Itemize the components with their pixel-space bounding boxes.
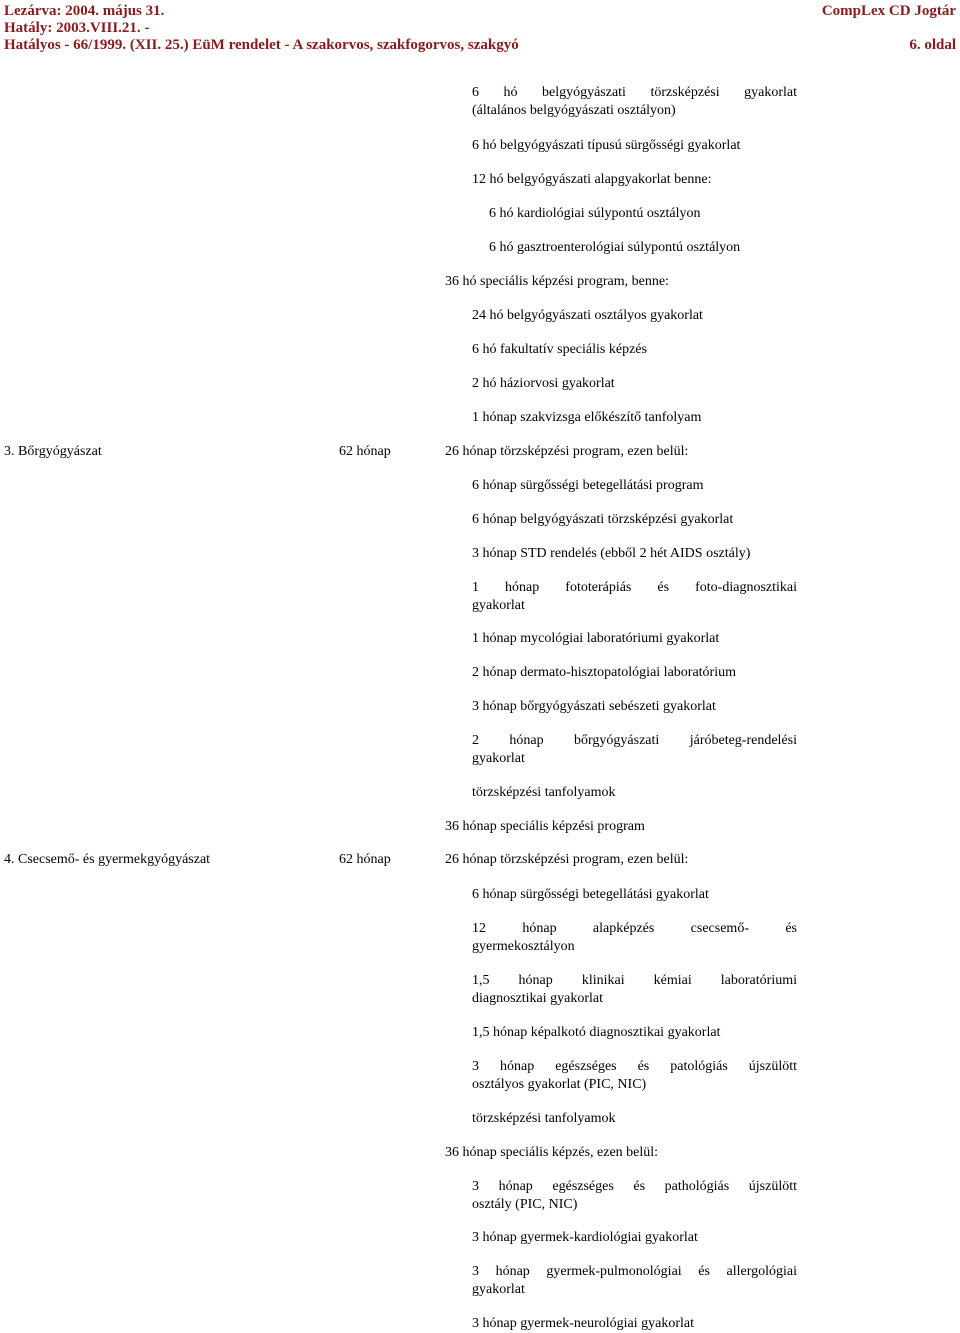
training-duration: 62 hónap — [339, 852, 391, 867]
list-item: 6 hó belgyógyászati törzsképzési gyakorlat — [472, 85, 797, 100]
list-item: 36 hónap speciális képzési program — [445, 819, 645, 834]
list-item: 2 hónap bőrgyógyászati járóbeteg-rendelési — [472, 733, 797, 748]
page-header — [0, 0, 960, 56]
list-item: 24 hó belgyógyászati osztályos gyakorlat — [472, 308, 703, 323]
list-item: 1 hónap szakvizsga előkészítő tanfolyam — [472, 410, 702, 425]
list-item: 3 hónap egészséges és patológiás újszülött — [472, 1059, 797, 1074]
effective-date: Hatály: 2003.VIII.21. - — [4, 20, 150, 36]
list-item: 3 hónap gyermek-pulmonológiai és allergológiai — [472, 1264, 797, 1279]
list-item: 2 hó háziorvosi gyakorlat — [472, 376, 615, 391]
list-item: 6 hónap belgyógyászati törzsképzési gyakorlat — [472, 512, 734, 527]
list-item: 3 hónap STD rendelés (ebből 2 hét AIDS osztály) — [472, 546, 751, 561]
list-item: 26 hónap törzsképzési program, ezen belül: — [445, 852, 689, 867]
list-item: 6 hónap sürgősségi betegellátási program — [472, 478, 704, 493]
list-item: 1 hónap fototerápiás és foto-diagnosztikai — [472, 580, 797, 595]
list-item: gyermekosztályon — [472, 939, 575, 954]
closed-date: Lezárva: 2004. május 31. — [4, 3, 165, 19]
page-number: 6. oldal — [909, 37, 956, 53]
list-item: 12 hó belgyógyászati alapgyakorlat benne: — [472, 172, 712, 187]
list-item: 2 hónap dermato-hisztopatológiai laboratórium — [472, 665, 736, 680]
publisher-name: CompLex CD Jogtár — [821, 3, 956, 19]
list-item: 36 hónap speciális képzés, ezen belül: — [445, 1145, 659, 1160]
list-item: 26 hónap törzsképzési program, ezen belül: — [445, 444, 689, 459]
list-item: 3 hónap egészséges és pathológiás újszülött — [472, 1179, 797, 1194]
list-item: (általános belgyógyászati osztályon) — [472, 103, 676, 118]
list-item: 6 hó fakultatív speciális képzés — [472, 342, 647, 357]
list-item: törzsképzési tanfolyamok — [472, 785, 616, 800]
list-item: gyakorlat — [472, 1282, 525, 1297]
list-item: 3 hónap gyermek-neurológiai gyakorlat — [472, 1316, 694, 1331]
list-item: diagnosztikai gyakorlat — [472, 991, 604, 1006]
list-item: törzsképzési tanfolyamok — [472, 1111, 616, 1126]
document-title: Hatályos - 66/1999. (XII. 25.) EüM rendelet - A szakorvos, szakfogorvos, szakgyó — [4, 37, 519, 53]
specialty-name: 4. Csecsemő- és gyermekgyógyászat — [4, 852, 211, 867]
list-item: 36 hó speciális képzési program, benne: — [445, 274, 669, 289]
list-item: 6 hónap sürgősségi betegellátási gyakorlat — [472, 887, 709, 902]
list-item: 1,5 hónap klinikai kémiai laboratóriumi — [472, 973, 797, 988]
list-item: gyakorlat — [472, 598, 525, 613]
specialty-name: 3. Bőrgyógyászat — [4, 444, 102, 459]
list-item: 6 hó kardiológiai súlypontú osztályon — [489, 206, 701, 221]
list-item: 12 hónap alapképzés csecsemő- és — [472, 921, 797, 936]
list-item: 3 hónap gyermek-kardiológiai gyakorlat — [472, 1230, 698, 1245]
list-item: gyakorlat — [472, 751, 525, 766]
list-item: 3 hónap bőrgyógyászati sebészeti gyakorlat — [472, 699, 716, 714]
list-item: osztály (PIC, NIC) — [472, 1197, 578, 1212]
list-item: 1 hónap mycológiai laboratóriumi gyakorlat — [472, 631, 720, 646]
list-item: 1,5 hónap képalkotó diagnosztikai gyakorlat — [472, 1025, 721, 1040]
list-item: 6 hó belgyógyászati típusú sürgősségi gyakorlat — [472, 138, 741, 153]
training-duration: 62 hónap — [339, 444, 391, 459]
list-item: 6 hó gasztroenterológiai súlypontú osztályon — [489, 240, 741, 255]
list-item: osztályos gyakorlat (PIC, NIC) — [472, 1077, 647, 1092]
